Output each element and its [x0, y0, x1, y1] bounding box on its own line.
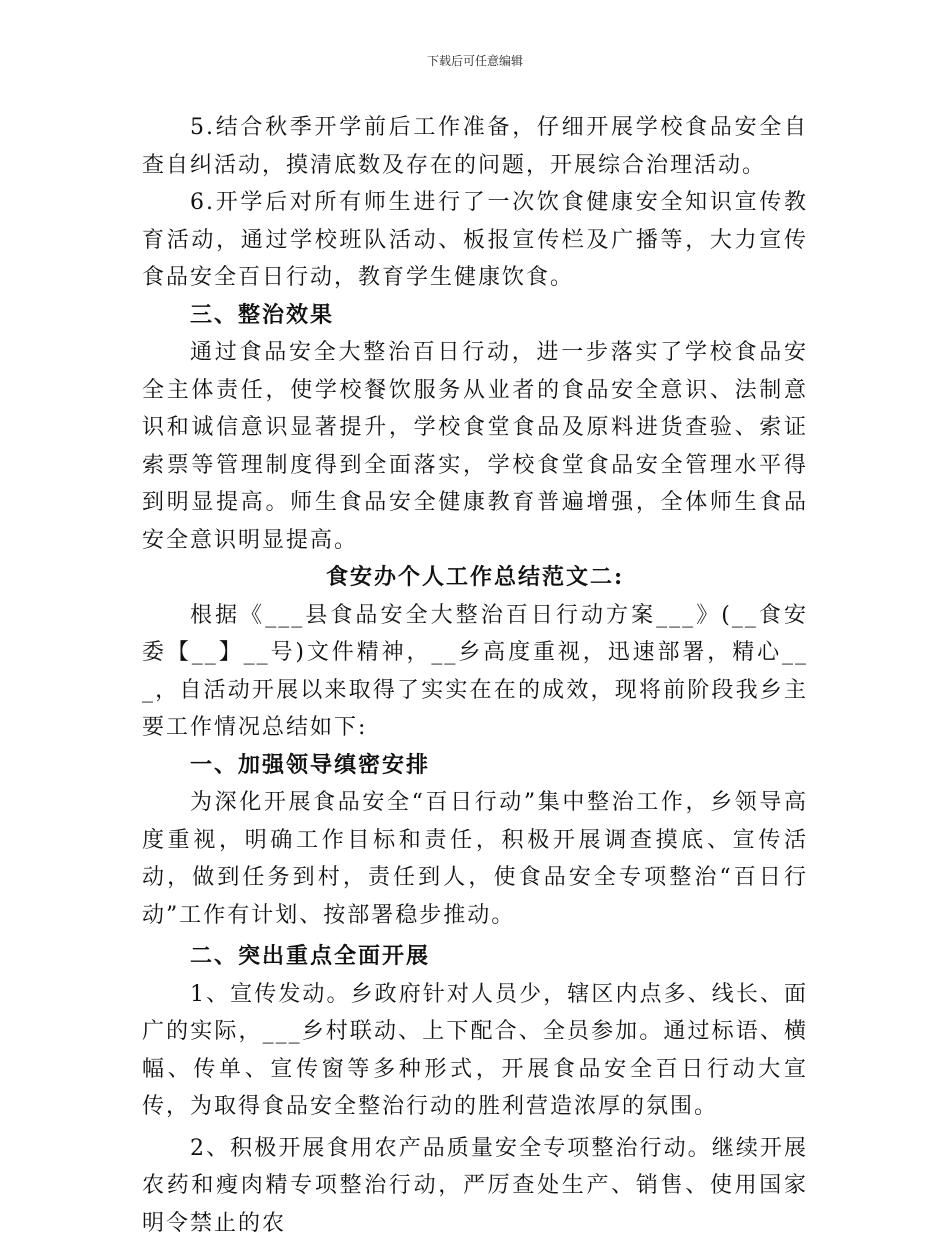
- section-heading-focus: 二、突出重点全面开展: [142, 938, 808, 976]
- document-body: [142, 109, 808, 1242]
- paragraph-publicity: 1、宣传发动。乡政府针对人员少，辖区内点多、线长、面广的实际，___乡村联动、上下配合、全员参加。通过标语、横幅、传单、宣传窗等多种形式，开展食品安全百日行动大宣传，为取得食品安全整治行动的胜利营造浓厚的氛围。: [142, 976, 808, 1126]
- paragraph-item-5: 5.结合秋季开学前后工作准备，仔细开展学校食品安全自查自纠活动，摸清底数及存在的问题，开展综合治理活动。: [142, 109, 808, 184]
- paragraph-agri-products: 2、积极开展食用农产品质量安全专项整治行动。继续开展农药和瘦肉精专项整治行动，严厉查处生产、销售、使用国家明令禁止的农: [142, 1130, 808, 1242]
- section-heading-results: 三、整治效果: [142, 297, 808, 335]
- paragraph-item-6: 6.开学后对所有师生进行了一次饮食健康安全知识宣传教育活动，通过学校班队活动、板报宣传栏及广播等，大力宣传食品安全百日行动，教育学生健康饮食。: [142, 184, 808, 297]
- paragraph-leadership: 为深化开展食品安全“百日行动”集中整治工作，乡领导高度重视，明确工作目标和责任，积极开展调查摸底、宣传活动，做到任务到村，责任到人，使食品安全专项整治“百日行动”工作有计划、按部署稳步推动。: [142, 784, 808, 934]
- section-heading-leadership: 一、加强领导缜密安排: [142, 747, 808, 785]
- paragraph-results: 通过食品安全大整治百日行动，进一步落实了学校食品安全主体责任，使学校餐饮服务从业者的食品安全意识、法制意识和诚信意识显著提升，学校食堂食品及原料进货查验、索证索票等管理制度得到全面落实，学校食堂食品安全管理水平得到明显提高。师生食品安全健康教育普遍增强，全体师生食品安全意识明显提高。: [142, 334, 808, 559]
- article-title-2: 食安办个人工作总结范文二:: [142, 559, 808, 597]
- paragraph-intro: 根据《___县食品安全大整治百日行动方案___》(__食安委【__】__号)文件精神，__乡高度重视，迅速部署，精心___，自活动开展以来取得了实实在在的成效，现将前阶段我乡主要工作情况总结如下:: [142, 597, 808, 747]
- header-note: 下载后可任意编辑: [0, 53, 950, 69]
